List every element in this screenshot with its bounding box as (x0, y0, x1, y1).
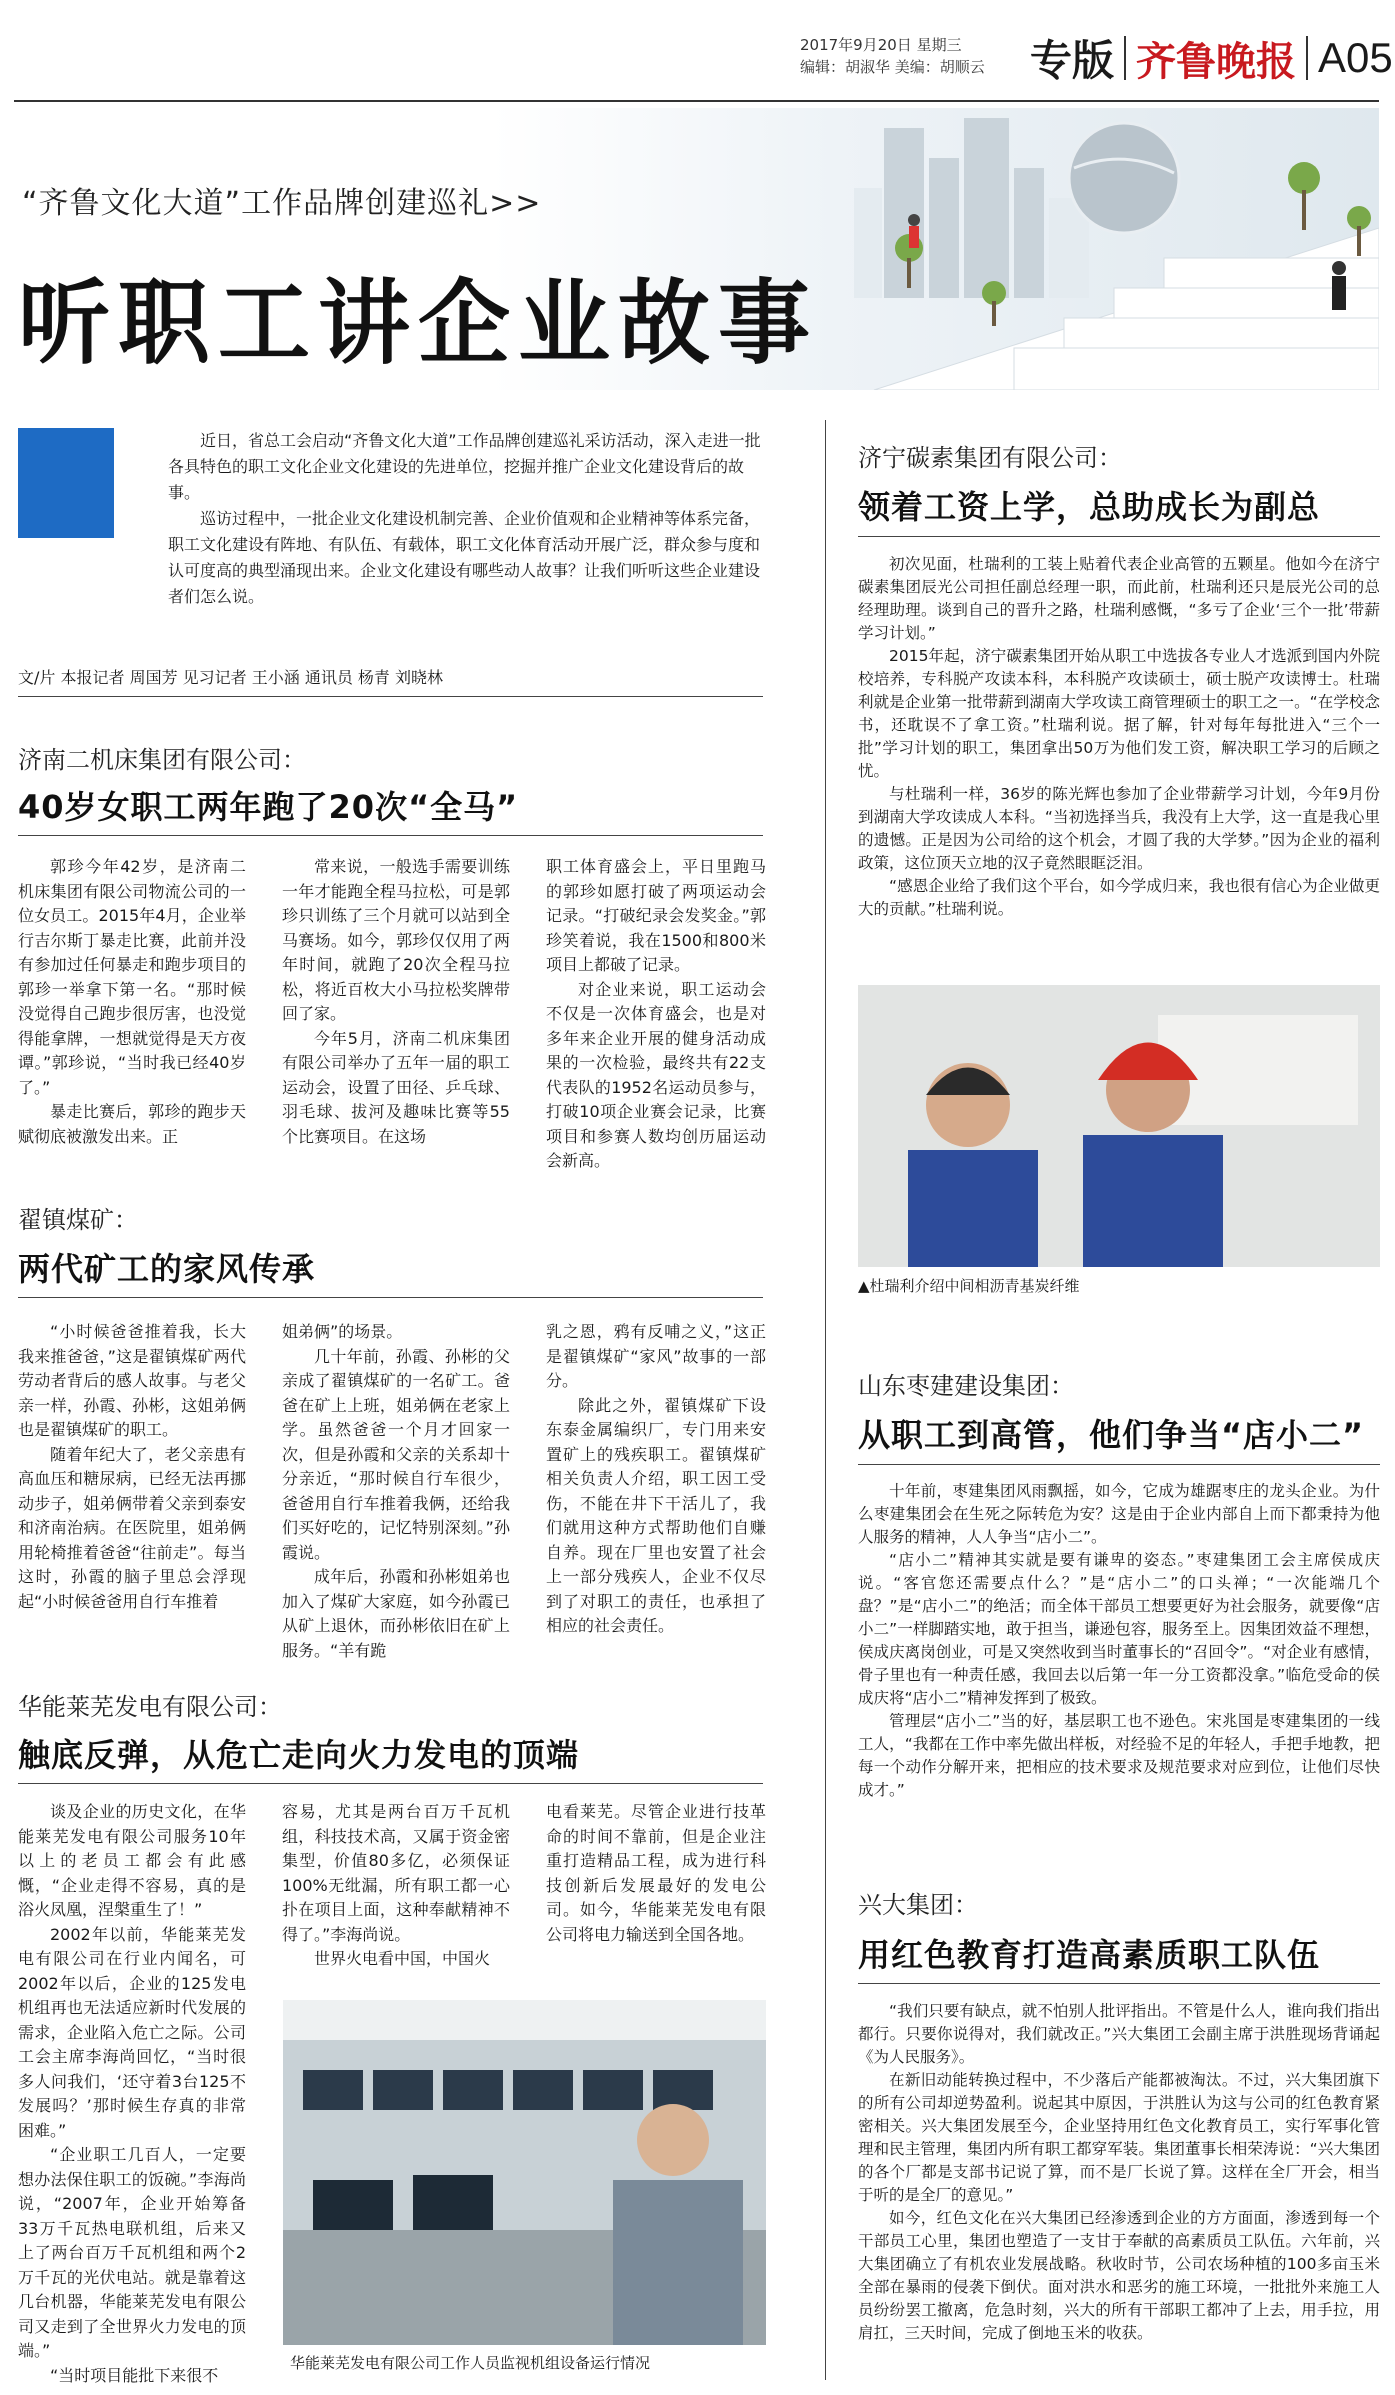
paragraph: 几十年前，孙霞、孙彬的父亲成了翟镇煤矿的一名矿工。爸爸在矿上上班，姐弟俩在老家上学。虽然爸爸一个月才回家一次，但是孙霞和父亲的关系却十分亲近，“那时候自行车很少，爸爸用自行车推着我俩，还给我们买好吃的，记忆特别深刻。”孙霞说。 (282, 1346, 510, 1562)
section-company-name: 山东枣建建设集团： (858, 1372, 1074, 1400)
section-rule (858, 1983, 1380, 1984)
section-title: 领着工资上学，总助成长为副总 (858, 488, 1321, 526)
engineer-photo (858, 985, 1380, 1267)
paragraph: 今年5月，济南二机床集团有限公司举办了五年一届的职工运动会，设置了田径、乒乓球、羽毛球、拔河及趣味比赛等55个比赛项目。在这场 (282, 1028, 510, 1146)
paragraph: 十年前，枣建集团风雨飘摇，如今，它成为雄踞枣庄的龙头企业。为什么枣建集团会在生死之际转危为安？这是由于企业内部自上而下都秉持为他人服务的精神，人人争当“店小二”。 (858, 1482, 1380, 1546)
photo-caption: ▲杜瑞利介绍中间相沥青基炭纤维 (858, 1277, 1080, 1295)
paragraph: 成年后，孙霞和孙彬姐弟也加入了煤矿大家庭，如今孙霞已从矿上退休，而孙彬依旧在矿上服务。“羊有跪 (282, 1567, 510, 1660)
editor-credit: 编辑：胡淑华 美编：胡顺云 (800, 58, 985, 76)
article-column (858, 1480, 1380, 1802)
article-column (18, 1800, 246, 2388)
page-number: A05 (1318, 34, 1393, 81)
paragraph: 世界火电看中国，中国火 (314, 1949, 491, 1968)
section-company-name: 华能莱芜发电有限公司： (18, 1693, 282, 1721)
intro-accent-block (18, 428, 114, 538)
section-title: 40岁女职工两年跑了20次“全马” (18, 788, 519, 826)
section-title: 触底反弹，从危亡走向火力发电的顶端 (18, 1736, 580, 1774)
column-divider (825, 420, 826, 2380)
paragraph: 常来说，一般选手需要训练一年才能跑全程马拉松，可是郭珍只训练了三个月就可以站到全马赛场。如今，郭珍仅仅用了两年时间，就跑了20次全程马拉松，将近百枚大小马拉松奖牌带回了家。 (282, 857, 510, 1023)
article-column (282, 1320, 510, 1663)
photo-placeholder (858, 985, 1380, 1267)
masthead-brand (1030, 28, 1393, 88)
control-room-photo (283, 2000, 766, 2345)
article-column (282, 1800, 510, 1972)
paragraph: 电看莱芜。尽管企业进行技革命的时间不靠前，但是企业注重打造精品工程，成为进行科技创新后发展最好的发电公司。如今，华能莱芜发电有限公司将电力输送到全国各地。 (546, 1802, 766, 1944)
photo-caption: 华能莱芜发电有限公司工作人员监视机组设备运行情况 (290, 2354, 651, 2372)
section-rule (18, 835, 763, 836)
article-column (282, 855, 510, 1149)
paragraph: “感恩企业给了我们这个平台，如今学成归来，我也很有信心为企业做更大的贡献。”杜瑞利说。 (858, 877, 1380, 918)
masthead-divider (1124, 36, 1126, 80)
article-column (18, 855, 246, 1149)
section-label: 专版 (1030, 36, 1115, 85)
photo-placeholder (283, 2000, 766, 2345)
paragraph: 在新旧动能转换过程中，不少落后产能都被淘汰。不过，兴大集团旗下的所有公司却逆势盈利。说起其中原因，于洪胜认为这与公司的红色教育紧密相关。兴大集团发展至今，企业坚持用红色文化教育员工，实行军事化管理和民主管理，集团内所有职工都穿军装。集团董事长相荣涛说：“兴大集团的各个厂都是支部书记说了算，而不是厂长说了算。这样在全厂开会，相当于听的是全厂的意见。” (858, 2071, 1380, 2204)
top-rule (14, 100, 1379, 102)
paragraph: 乳之恩，鸦有反哺之义，”这正是翟镇煤矿“家风”故事的一部分。 (546, 1322, 766, 1390)
section-company-name: 济南二机床集团有限公司： (18, 746, 306, 774)
banner-kicker: “齐鲁文化大道”工作品牌创建巡礼>> (22, 186, 542, 221)
paragraph: 如今，红色文化在兴大集团已经渗透到企业的方方面面，渗透到每一个干部员工心里，集团也塑造了一支甘于奉献的高素质员工队伍。六年前，兴大集团确立了有机农业发展战略。秋收时节，公司农场种植的100多亩玉米全部在暴雨的侵袭下倒伏。面对洪水和恶劣的施工环境，一批批外来施工人员纷纷罢工撤离，危急时刻，兴大的所有干部职工都冲了上去，用手拉，用肩扛，三天时间，完成了倒地玉米的收获。 (858, 2209, 1380, 2342)
paragraph: 随着年纪大了，老父亲患有高血压和糖尿病，已经无法再挪动步子，姐弟俩带着父亲到泰安和济南治病。在医院里，姐弟俩用轮椅推着爸爸“往前走”。每当这时，孙霞的脑子里总会浮现起“小时候爸爸用自行车推着 (18, 1444, 246, 1611)
masthead-divider-2 (1306, 36, 1308, 80)
article-column (18, 1320, 246, 1614)
paragraph: 初次见面，杜瑞利的工装上贴着代表企业高管的五颗星。他如今在济宁碳素集团辰光公司担任副总经理一职，而此前，杜瑞利还只是辰光公司的总经理助理。谈到自己的晋升之路，杜瑞利感慨，“多亏了企业‘三个一批’带薪学习计划。” (858, 555, 1380, 642)
page-headline: 听职工讲企业故事 (18, 269, 819, 377)
byline: 文/片 本报记者 周国芳 见习记者 王小涵 通讯员 杨青 刘晓林 (18, 665, 763, 697)
section-rule (18, 1297, 763, 1298)
paragraph: “当时项目能批下来很不 (50, 2365, 219, 2385)
article-column (858, 553, 1380, 921)
paragraph: 谈及企业的历史文化，在华能莱芜发电有限公司服务10年以上的老员工都会有此感慨，“企业走得不容易，真的是浴火凤凰，涅槃重生了！” (18, 1802, 246, 1919)
paragraph: 2002年以前，华能莱芜发电有限公司在行业内闻名，可2002年以后，企业的125发电机组再也无法适应新时代发展的需求，企业陷入危亡之际。公司工会主席李海尚回忆，“当时很多人问我们，‘还守着3台125不发展吗？’那时候生存真的非常困难。” (18, 1924, 246, 2140)
paragraph: 除此之外，翟镇煤矿下设东泰金属编织厂，专门用来安置矿上的残疾职工。翟镇煤矿相关负责人介绍，职工因工受伤，不能在井下干活儿了，我们就用这种方式帮助他们自赚自养。现在厂里也安置了社会上一部分残疾人，企业不仅尽到了对职工的责任，也承担了相应的社会责任。 (546, 1395, 766, 1635)
paragraph: 与杜瑞利一样，36岁的陈光辉也参加了企业带薪学习计划，今年9月份到湖南大学攻读成人本科。“当初选择当兵，我没有上大学，这一直是我心里的遗憾。正是因为公司给的这个机会，才圆了我的大学梦。”因为企业的福利政策，这位顶天立地的汉子竟然眼眶泛泪。 (858, 785, 1380, 872)
section-rule (858, 1464, 1380, 1465)
paragraph: 暴走比赛后，郭珍的跑步天赋彻底被激发出来。正 (18, 1102, 246, 1146)
paragraph: 容易，尤其是两台百万千瓦机组，科技技术高，又属于资金密集型，价值80多亿，必须保证100%无纰漏，所有职工都一心扑在项目上面，这种奉献精神不得了。”李海尚说。 (282, 1802, 510, 1944)
paragraph: “小时候爸爸推着我，长大我来推爸爸，”这是翟镇煤矿两代劳动者背后的感人故事。与老父亲一样，孙霞、孙彬，这姐弟俩也是翟镇煤矿的职工。 (18, 1322, 246, 1439)
paragraph: 管理层“店小二”当的好，基层职工也不逊色。宋兆国是枣建集团的一线工人，“我都在工作中率先做出样板，对经验不足的年轻人，手把手地教，把每一个动作分解开来，把相应的技术要求及规范要求对应到位，让他们尽快成才。” (858, 1712, 1380, 1799)
masthead-meta (800, 34, 985, 78)
intro-paragraph: 近日，省总工会启动“齐鲁文化大道”工作品牌创建巡礼采访活动，深入走进一批各具特色的职工文化企业文化建设的先进单位，挖掘并推广企业文化建设背后的故事。 (168, 431, 761, 502)
article-column (858, 2000, 1380, 2345)
section-company-name: 翟镇煤矿： (18, 1206, 138, 1234)
section-company-name: 济宁碳素集团有限公司： (858, 444, 1122, 472)
paragraph: 姐弟俩”的场景。 (282, 1322, 403, 1341)
paragraph: “我们只要有缺点，就不怕别人批评指出。不管是什么人，谁向我们指出都行。只要你说得对，我们就改正。”兴大集团工会副主席于洪胜现场背诵起《为人民服务》。 (858, 2002, 1380, 2066)
section-title: 两代矿工的家风传承 (18, 1250, 316, 1288)
article-column (546, 1320, 766, 1639)
paragraph: 对企业来说，职工运动会不仅是一次体育盛会，也是对多年来企业开展的健身活动成果的一次检验，最终共有22支代表队的1952名运动员参与，打破10项企业赛会记录，比赛项目和参赛人数均创历届运动会新高。 (546, 979, 766, 1170)
paragraph: 2015年起，济宁碳素集团开始从职工中选拔各专业人才选派到国内外院校培养，专科脱产攻读本科，本科脱产攻读硕士，硕士脱产攻读博士。杜瑞利就是企业第一批带薪到湖南大学攻读工商管理硕士的职工之一。“在学校念书，还耽误不了拿工资。”杜瑞利说。据了解，针对每年每批进入“三个一批”学习计划的职工，集团拿出50万为他们发工资，解决职工学习的后顾之忧。 (858, 647, 1380, 780)
paragraph: “企业职工几百人，一定要想办法保住职工的饭碗。”李海尚说，“2007年，企业开始筹备33万千瓦热电联机组，后来又上了两台百万千瓦机组和两个2万千瓦的光伏电站。就是靠着这几台机器，华能莱芜发电有限公司又走到了全世界火力发电的顶端。” (18, 2145, 246, 2360)
section-title: 从职工到高管，他们争当“店小二” (858, 1416, 1365, 1454)
section-title: 用红色教育打造高素质职工队伍 (858, 1936, 1321, 1974)
paper-logo: 齐鲁晚报 (1136, 37, 1297, 85)
paragraph: 职工体育盛会上，平日里跑马的郭珍如愿打破了两项运动会记录。“打破纪录会发奖金。”郭珍笑着说，我在1500和800米项目上都破了记录。 (546, 857, 766, 974)
section-rule (858, 536, 1380, 537)
paragraph: 郭珍今年42岁，是济南二机床集团有限公司物流公司的一位女员工。2015年4月，企业举行吉尔斯丁暴走比赛，此前并没有参加过任何暴走和跑步项目的郭珍一举拿下第一名。“那时候没觉得自己跑步很厉害，也没觉得能拿牌，一想就觉得是天方夜谭。”郭珍说，“当时我已经40岁了。” (18, 857, 246, 1097)
article-column (546, 855, 766, 1174)
issue-date: 2017年9月20日 星期三 (800, 36, 962, 54)
section-company-name: 兴大集团： (858, 1891, 978, 1919)
paragraph: “店小二”精神其实就是要有谦卑的姿态。”枣建集团工会主席侯成庆说。“客官您还需要点什么？”是“店小二”的口头禅；“一次能端几个盘？”是“店小二”的绝活；而全体干部员工想要更好为社会服务，就要像“店小二”一样脚踏实地，敢于担当，谦逊包容，服务至上。因集团效益不理想，侯成庆离岗创业，可是又突然收到当时董事长的“召回令”。“对企业有感情，骨子里也有一种责任感，我回去以后第一年一分工资都没拿。”临危受命的侯成庆将“店小二”精神发挥到了极致。 (858, 1551, 1380, 1707)
intro-paragraph: 巡访过程中，一批企业文化建设机制完善、企业价值观和企业精神等体系完备，职工文化建设有阵地、有队伍、有载体，职工文化体育活动开展广泛，群众参与度和认可度高的典型涌现出来。企业文化建设有哪些动人故事？让我们听听这些企业建设者们怎么说。 (168, 509, 761, 606)
article-column (546, 1800, 766, 1947)
section-rule (18, 1783, 763, 1784)
intro-text (168, 428, 766, 610)
